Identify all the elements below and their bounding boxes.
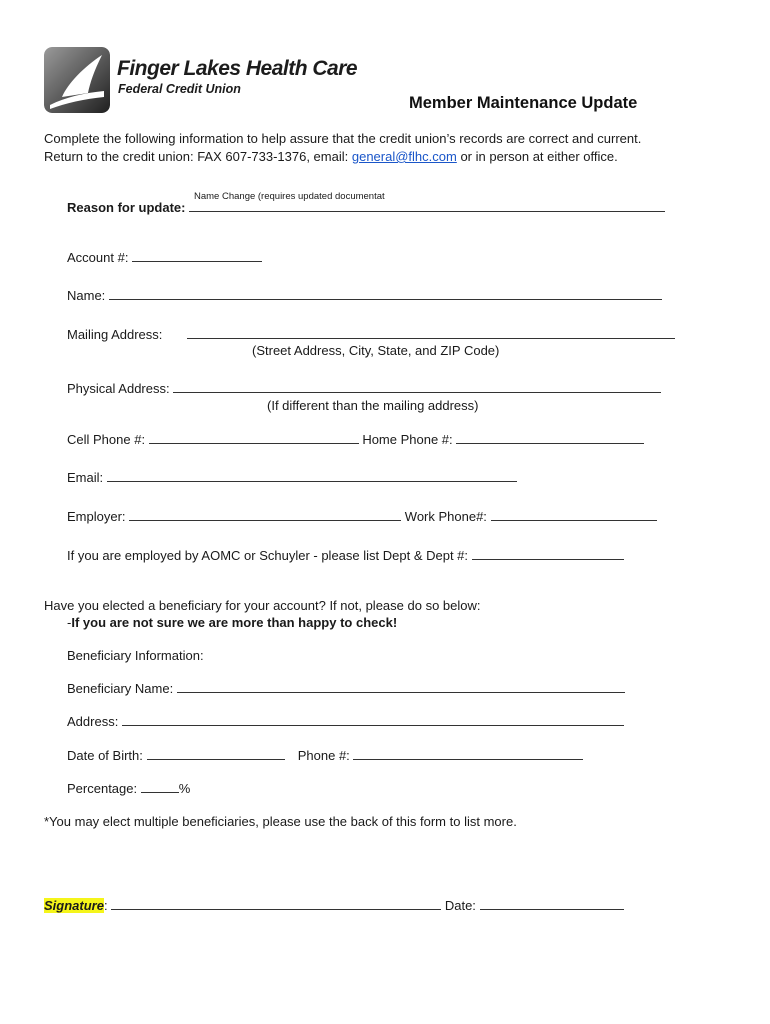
mailing-field-wrap [187, 327, 675, 342]
beneficiary-phone-field[interactable] [353, 748, 583, 760]
name-field[interactable] [109, 288, 662, 300]
beneficiary-name-field[interactable] [177, 681, 625, 693]
work-phone-label: Work Phone#: [404, 509, 487, 524]
email-field[interactable] [107, 470, 517, 482]
percent-sign: % [178, 781, 191, 796]
phone-row [67, 432, 644, 447]
beneficiary-address-label: Address: [67, 714, 119, 729]
beneficiary-name-label: Beneficiary Name: [67, 681, 174, 696]
account-label: Account #: [67, 250, 129, 265]
reason-row [67, 200, 665, 215]
beneficiary-name-row [67, 681, 625, 696]
employer-label: Employer: [67, 509, 126, 524]
physical-row [67, 381, 661, 396]
email-label: Email: [67, 470, 104, 485]
signature-field[interactable] [111, 898, 441, 910]
name-row [67, 288, 662, 303]
mailing-field[interactable] [187, 327, 675, 339]
percentage-row [67, 781, 190, 796]
signature-label: Signature [44, 898, 104, 913]
date-field[interactable] [480, 898, 624, 910]
dept-label: If you are employed by AOMC or Schuyler - please list Dept & Dept #: [67, 548, 469, 563]
cell-field[interactable] [149, 432, 359, 444]
account-row [67, 250, 262, 265]
credit-union-logo-icon [44, 47, 110, 113]
home-field[interactable] [456, 432, 644, 444]
beneficiary-address-field[interactable] [122, 714, 624, 726]
percentage-label: Percentage: [67, 781, 138, 796]
email-row [67, 470, 517, 485]
dob-label: Date of Birth: [67, 748, 143, 763]
logo-name: Finger Lakes Health Care [117, 57, 358, 80]
dept-field[interactable] [472, 548, 624, 560]
mailing-label: Mailing Address: [67, 327, 163, 342]
name-label: Name: [67, 288, 106, 303]
intro-line-2: Return to the credit union: FAX 607-733-1376, email: general@flhc.com or in person at either office. [44, 149, 618, 164]
reason-label: Reason for update: [67, 200, 186, 215]
cell-label: Cell Phone #: [67, 432, 146, 447]
beneficiary-info-heading: Beneficiary Information: [67, 648, 204, 663]
beneficiary-phone-label: Phone #: [297, 748, 350, 763]
page-title: Member Maintenance Update [409, 94, 638, 112]
employer-row [67, 509, 657, 524]
email-link[interactable]: general@flhc.com [351, 149, 457, 164]
beneficiary-question: Have you elected a beneficiary for your account? If not, please do so below: [44, 598, 481, 613]
reason-field[interactable] [189, 200, 665, 212]
account-field[interactable] [132, 250, 262, 262]
mailing-hint: (Street Address, City, State, and ZIP Code) [252, 343, 500, 358]
home-label: Home Phone #: [362, 432, 453, 447]
logo-subtitle: Federal Credit Union [118, 82, 241, 96]
physical-label: Physical Address: [67, 381, 170, 396]
work-phone-field[interactable] [491, 509, 657, 521]
signature-row: Signature: Date: [44, 898, 624, 913]
date-label: Date: [444, 898, 476, 913]
physical-field[interactable] [173, 381, 661, 393]
beneficiary-address-row [67, 714, 624, 729]
dob-field[interactable] [147, 748, 285, 760]
reason-value[interactable]: Name Change (requires updated documentat [194, 191, 385, 202]
intro-line-1: Complete the following information to help assure that the credit union’s records are correct and current. [44, 131, 642, 146]
physical-hint: (If different than the mailing address) [267, 398, 479, 413]
multiple-beneficiaries-note: *You may elect multiple beneficiaries, please use the back of this form to list more. [44, 814, 517, 829]
dob-phone-row [67, 748, 583, 763]
dept-row [67, 548, 624, 563]
employer-field[interactable] [129, 509, 401, 521]
beneficiary-note: -If you are not sure we are more than happy to check! [67, 615, 398, 630]
percentage-field[interactable] [141, 781, 179, 793]
